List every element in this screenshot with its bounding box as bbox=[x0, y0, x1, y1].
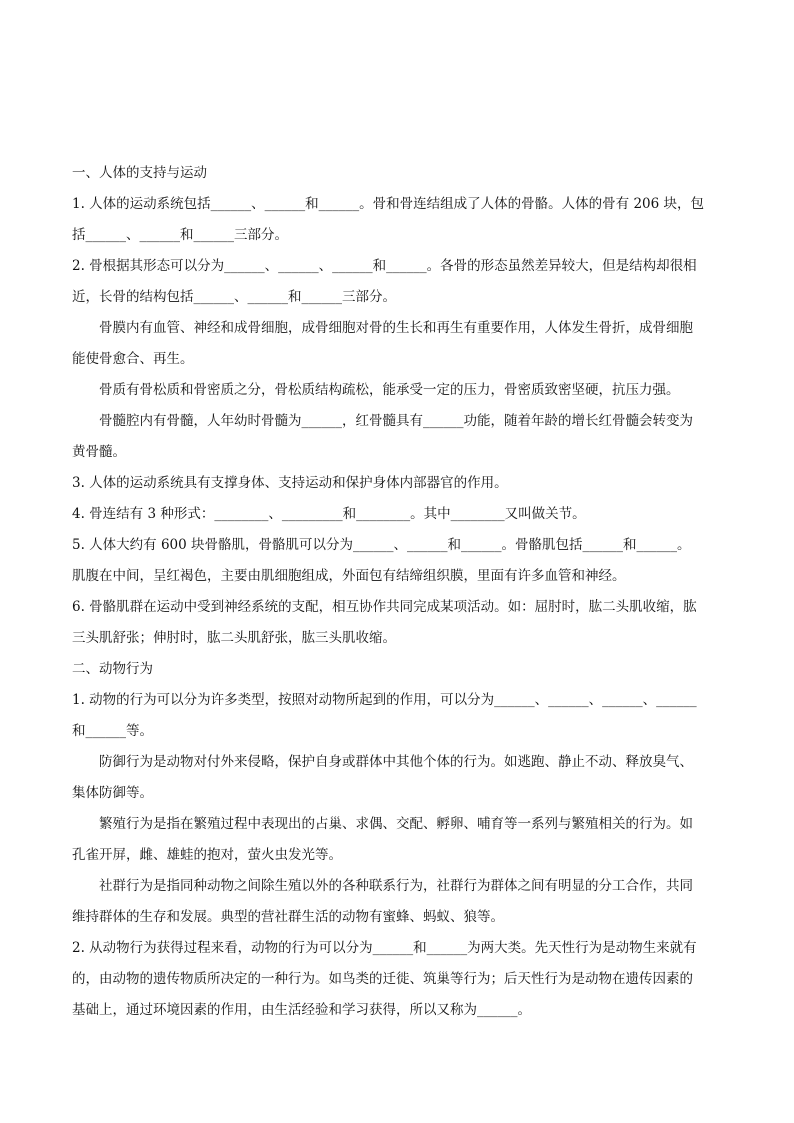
paragraph-line: 社群行为是指同种动物之间除生殖以外的各种联系行为，社群行为群体之间有明显的分工合作，共同 bbox=[99, 878, 693, 894]
question-line: 5. 人体大约有 600 块骨骼肌，骨骼肌可以分为______、______和______。骨骼肌包括______和______。 bbox=[72, 537, 691, 553]
question-line: 2. 从动物行为获得过程来看，动物的行为可以分为______和______为两大类。先天性行为是动物生来就有 bbox=[72, 940, 697, 956]
paragraph-line: 能使骨愈合、再生。 bbox=[72, 351, 194, 367]
section-heading: 二、动物行为 bbox=[72, 661, 153, 677]
question-line: 6. 骨骼肌群在运动中受到神经系统的支配，相互协作共同完成某项活动。如：屈肘时，肱二头肌收缩，肱 bbox=[72, 599, 697, 615]
question-line: 三头肌舒张；伸肘时，肱二头肌舒张，肱三头肌收缩。 bbox=[72, 630, 396, 646]
paragraph-line: 骨质有骨松质和骨密质之分，骨松质结构疏松，能承受一定的压力，骨密质致密坚硬，抗压力强。 bbox=[99, 382, 680, 398]
question-line: 1. 动物的行为可以分为许多类型，按照对动物所起到的作用，可以分为______、______、______、______ bbox=[72, 692, 697, 708]
paragraph-line: 集体防御等。 bbox=[72, 785, 153, 801]
question-line: 括______、______和______三部分。 bbox=[72, 227, 288, 243]
paragraph-line: 孔雀开屏，雌、雄蛙的抱对，萤火虫发光等。 bbox=[72, 847, 342, 863]
question-line: 4. 骨连结有 3 种形式：________、_________和________。其中________又叫做关节。 bbox=[72, 506, 586, 522]
question-line: 近，长骨的结构包括______、______和______三部分。 bbox=[72, 289, 396, 305]
question-line: 2. 骨根据其形态可以分为______、______、______和______。各骨的形态虽然差异较大，但是结构却很相 bbox=[72, 258, 697, 274]
paragraph-line: 黄骨髓。 bbox=[72, 444, 126, 460]
paragraph-line: 骨髓腔内有骨髓，人年幼时骨髓为______，红骨髓具有______功能，随着年龄的增长红骨髓会转变为 bbox=[99, 413, 693, 429]
question-line: 和______等。 bbox=[72, 723, 153, 739]
paragraph-line: 骨膜内有血管、神经和成骨细胞，成骨细胞对骨的生长和再生有重要作用，人体发生骨折，成骨细胞 bbox=[99, 320, 693, 336]
question-line: 的，由动物的遗传物质所决定的一种行为。如鸟类的迁徙、筑巢等行为；后天性行为是动物在遗传因素的 bbox=[72, 971, 693, 987]
paragraph-line: 繁殖行为是指在繁殖过程中表现出的占巢、求偶、交配、孵卵、哺育等一系列与繁殖相关的行为。如 bbox=[99, 816, 693, 832]
paragraph-line: 维持群体的生存和发展。典型的营社群生活的动物有蜜蜂、蚂蚁、狼等。 bbox=[72, 909, 504, 925]
question-line: 1. 人体的运动系统包括______、______和______。骨和骨连结组成了人体的骨骼。人体的骨有 206 块，包 bbox=[72, 196, 705, 212]
paragraph-line: 肌腹在中间，呈红褐色，主要由肌细胞组成，外面包有结缔组织膜，里面有许多血管和神经。 bbox=[72, 568, 626, 584]
paragraph-line: 防御行为是动物对付外来侵略，保护自身或群体中其他个体的行为。如逃跑、静止不动、释放臭气、 bbox=[99, 754, 693, 770]
question-line: 3. 人体的运动系统具有支撑身体、支持运动和保护身体内部器官的作用。 bbox=[72, 475, 508, 491]
section-heading: 一、人体的支持与运动 bbox=[72, 165, 207, 181]
question-line: 基础上，通过环境因素的作用，由生活经验和学习获得，所以又称为______。 bbox=[72, 1002, 531, 1018]
document-body bbox=[72, 158, 724, 1026]
